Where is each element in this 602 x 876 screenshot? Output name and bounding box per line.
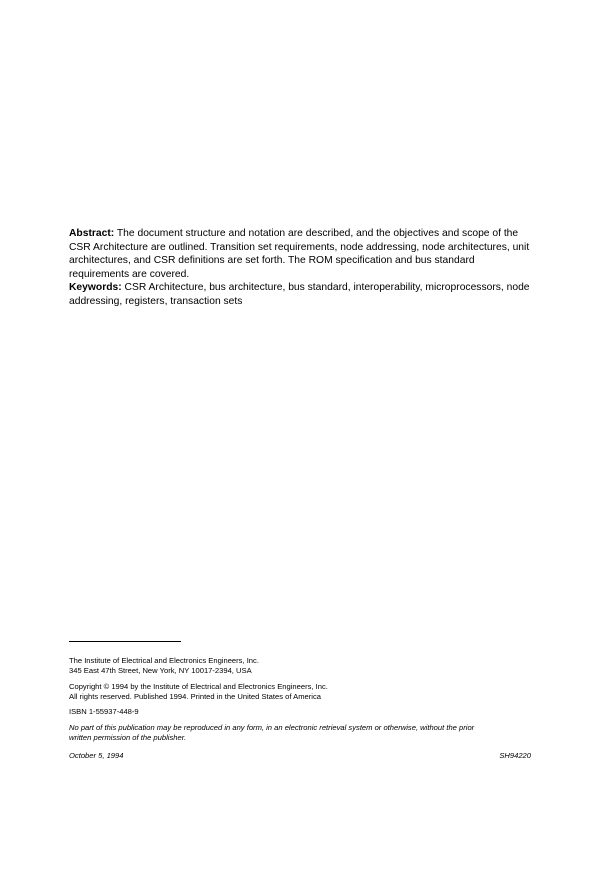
keywords-text: CSR Architecture, bus architecture, bus standard, interoperability, microprocessors, node addressing, registers, transaction sets	[69, 282, 530, 307]
isbn: ISBN 1-55937-448-9	[69, 707, 139, 716]
copyright-line-1: Copyright © 1994 by the Institute of Electrical and Electronics Engineers, Inc.	[69, 681, 328, 691]
keywords-paragraph	[69, 281, 531, 308]
abstract-text: The document structure and notation are described, and the objectives and scope of the CSR Architecture are outlined. Transition set requirements, node addressing, node architectures, unit architectures, and CSR definitions are set forth. The ROM specification and bus standard requirements are covered.	[69, 228, 530, 280]
notice-line-2: written permission of the publisher.	[69, 732, 187, 742]
publisher-address: 345 East 47th Street, New York, NY 10017-2394, USA	[69, 666, 252, 675]
publication-footer	[69, 656, 531, 761]
abstract-label: Abstract:	[69, 228, 115, 239]
keywords-label: Keywords:	[69, 282, 122, 294]
document-id: SH94220	[499, 750, 531, 760]
reproduction-notice	[69, 723, 531, 743]
abstract-block	[69, 227, 531, 309]
publisher-name: The Institute of Electrical and Electronics Engineers, Inc.	[69, 656, 259, 665]
copyright-info	[69, 682, 531, 702]
footnote-divider	[69, 641, 181, 642]
publication-date: October 5, 1994	[69, 750, 124, 760]
date-row	[69, 751, 531, 761]
abstract-paragraph	[69, 227, 531, 281]
notice-line-1: No part of this publication may be reproduced in any form, in an electronic retrieval system or otherwise, without the prior	[69, 722, 475, 732]
publisher-info	[69, 656, 531, 676]
copyright-line-2: All rights reserved. Published 1994. Printed in the United States of America	[69, 691, 321, 701]
